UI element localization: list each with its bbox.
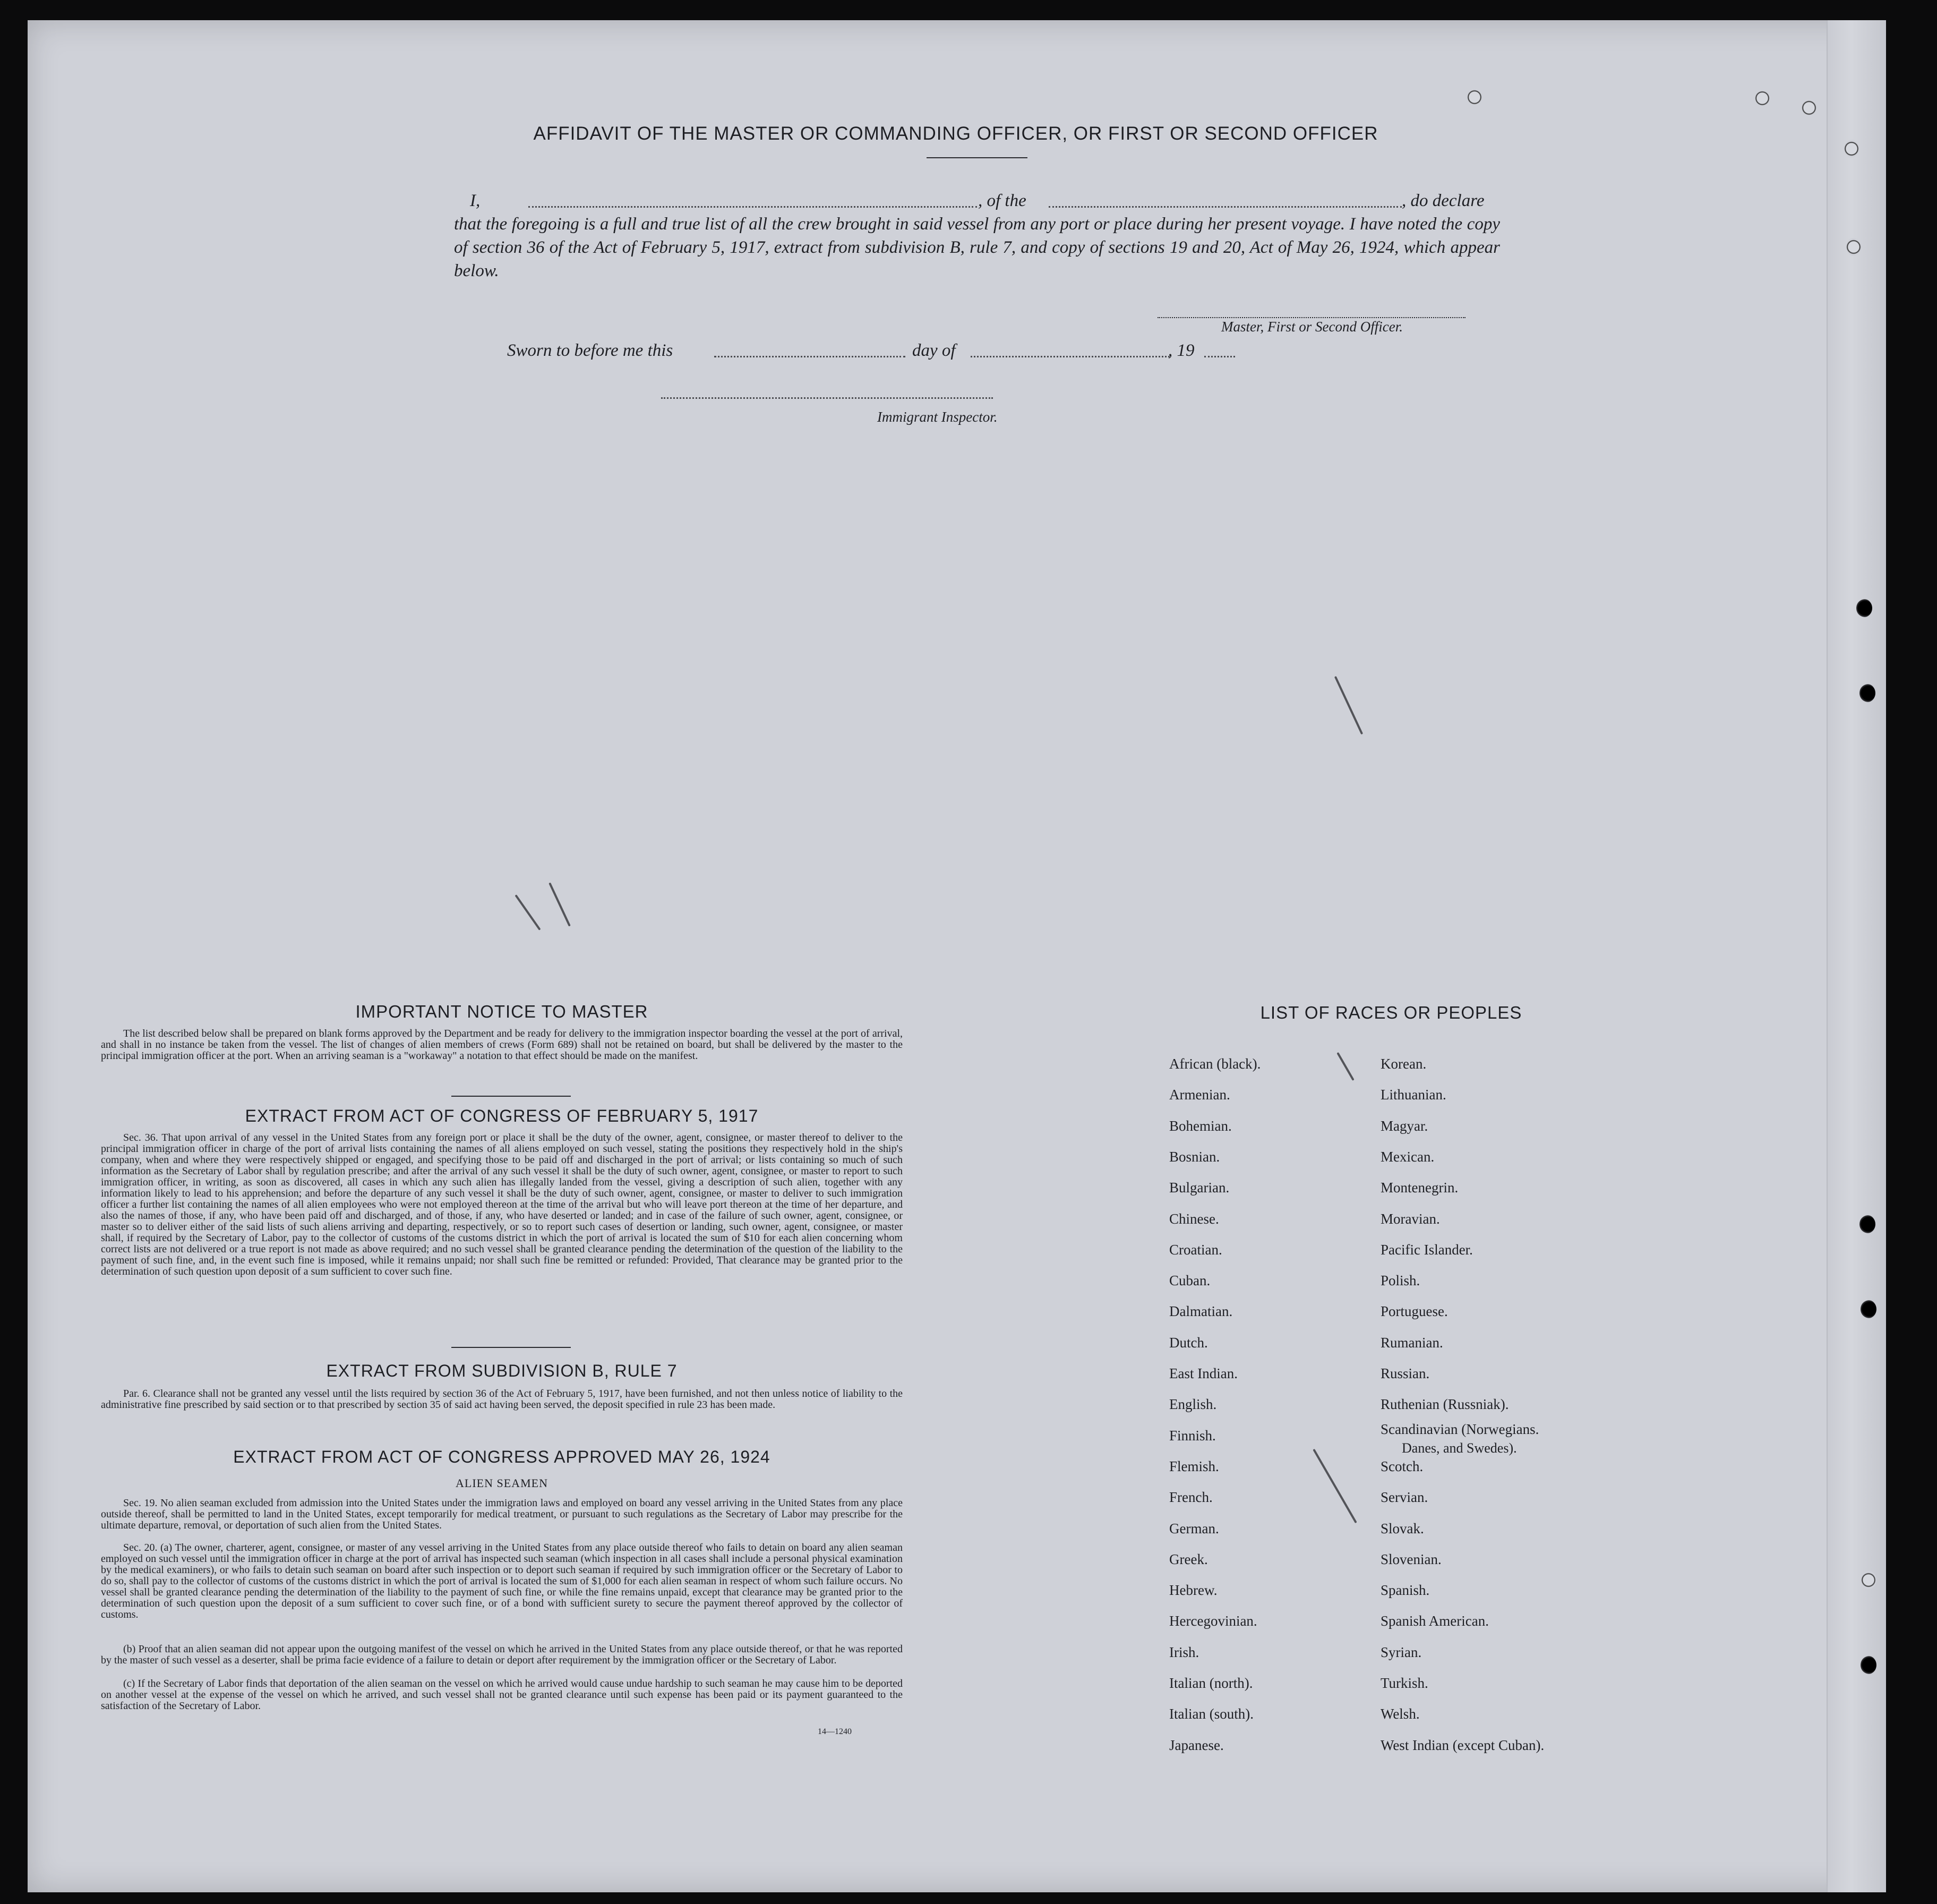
- sec-19-text: Sec. 19. No alien seaman excluded from admission into the United States under the immigration laws and employed on board any vessel arriving in the United States from any place outside thereof, shall be permitted to land in the United States, except temporarily for medical treatment, or pursuant to such regulations as the Secretary of Labor may prescribe for the ultimate departure, removal, or deportation of such alien from the United States.: [101, 1497, 903, 1531]
- affidavit-i: I,: [470, 191, 481, 210]
- notice-title: IMPORTANT NOTICE TO MASTER: [355, 1002, 648, 1021]
- sworn-prefix: Sworn to before me this: [507, 341, 673, 360]
- section-rule: [451, 1347, 571, 1348]
- sec-20a-text: Sec. 20. (a) The owner, charterer, agent, consignee, or master of any vessel arriving in the United States from any place outside thereof who fails to detain on board any alien seaman employed on such vessel until the immigration officer in charge at the port of arrival has inspected such seaman (which inspection in all cases shall include a personal physical examination by the medical examiners), or who fails to detain such seaman on board after such inspection or to deport such seaman if required by such immigration officer or the Secretary of Labor to do so, shall pay to the collector of customs of the customs district in which the port of arrival is located the sum of $1,000 for each alien seaman in respect of whom such failure occurs. No vessel shall be granted clearance pending the determination of the liability to the payment of such fine, or while the fine remains unpaid, except that clearance may be granted prior to the determination of such question upon the deposit of a sum sufficient to cover such fine, or of a bond with sufficient surety to secure the payment thereof approved by the collector of customs.: [101, 1542, 903, 1620]
- affidavit-title: AFFIDAVIT OF THE MASTER OR COMMANDING OFFICER, OR FIRST OR SECOND OFFICER: [533, 123, 1378, 144]
- section-rule: [451, 1096, 571, 1097]
- race-item: Italian (south).: [1169, 1706, 1254, 1722]
- race-item: Spanish.: [1381, 1582, 1430, 1599]
- race-item: Danes, and Swedes).: [1402, 1440, 1517, 1456]
- affidavit-body: that the foregoing is a full and true list of all the crew brought in said vessel from any port or place during her present voyage. I have noted the copy of section 36 of the Act of February 5, 1917, extract from subdivision B, rule 7, and copy of sections 19 and 20, Act of May 26, 1924, which appear below.: [454, 215, 1500, 280]
- page-edge: [1827, 20, 1886, 1892]
- sec-20b-text: (b) Proof that an alien seaman did not appear upon the outgoing manifest of the vessel on which he arrived in the United States from any place outside thereof, or that he was reported by the master of such vessel as a deserter, shall be prima facie evidence of a failure to detain or deport after requirement by the immigration officer or the Secretary of Labor.: [101, 1643, 903, 1666]
- race-item: Chinese.: [1169, 1210, 1219, 1227]
- race-item: East Indian.: [1169, 1365, 1238, 1381]
- race-item: Spanish American.: [1381, 1613, 1489, 1629]
- race-item: French.: [1169, 1489, 1213, 1506]
- sworn-day-of: day of: [912, 341, 956, 360]
- race-item: Servian.: [1381, 1489, 1428, 1506]
- race-item: Pacific Islander.: [1381, 1241, 1473, 1258]
- extract-rule7-title: EXTRACT FROM SUBDIVISION B, RULE 7: [326, 1361, 678, 1380]
- scan-scratch: [515, 894, 541, 930]
- sworn-year-fill: [1204, 356, 1235, 357]
- race-item: Bulgarian.: [1169, 1180, 1230, 1196]
- binder-hole: [1754, 89, 1770, 107]
- race-item: Hercegovinian.: [1169, 1613, 1257, 1629]
- race-item: Turkish.: [1381, 1675, 1428, 1691]
- scan-scratch: [1336, 1052, 1354, 1081]
- race-item: Korean.: [1381, 1056, 1427, 1072]
- affidavit-of-the: , of the: [978, 191, 1026, 210]
- binder-hole: [1859, 1215, 1875, 1233]
- race-item: Finnish.: [1169, 1427, 1216, 1444]
- form-number: 14—1240: [818, 1727, 852, 1736]
- binder-hole: [1467, 88, 1482, 106]
- race-item: Welsh.: [1381, 1706, 1420, 1722]
- race-item: German.: [1169, 1520, 1219, 1536]
- scan-scratch: [1334, 676, 1363, 735]
- race-item: Lithuanian.: [1381, 1087, 1446, 1103]
- race-item: Ruthenian (Russniak).: [1381, 1396, 1509, 1413]
- races-title: LIST OF RACES OR PEOPLES: [1260, 1003, 1522, 1022]
- extract-1924-subtitle: ALIEN SEAMEN: [456, 1476, 548, 1490]
- race-item: Scotch.: [1381, 1458, 1424, 1474]
- extract-1917-title: EXTRACT FROM ACT OF CONGRESS OF FEBRUARY 5, 1917: [245, 1106, 759, 1125]
- signature-line: [1158, 317, 1465, 318]
- extract-1917-text: Sec. 36. That upon arrival of any vessel in the United States from any foreign port or place it shall be the duty of the owner, agent, consignee, or master thereof to deliver to the principal immigration officer in charge of the port of arrival lists containing the names of all aliens employed on such vessel, stating the positions they respectively hold in the ship's company, when and where they were respectively shipped or engaged, and specifying those to be paid off and discharged in the port of arrival; or lists containing so much of such information as the Secretary of Labor shall by regulation prescribe; and after the arrival of any such vessel it shall be the duty of such owner, agent, consignee, or master to report to such immigration officer, in writing, as soon as discovered, all cases in which any such alien has illegally landed from the vessel, giving a description of such alien, together with any information likely to lead to his apprehension; and before the departure of any such vessel it shall be the duty of such owner, agent, consignee, or master to deliver to such immigration officer a further list containing the names of all alien employees who were not employed thereon at the time of the arrival but who will leave port thereon at the time of her departure, and also the names of those, if any, who have been paid off and discharged, and of those, if any, who have deserted or landed; and in case of the failure of such owner, agent, consignee, or master so to deliver either of the said lists of such aliens arriving and departing, respectively, or so to report such cases of desertion or landing, such owner, agent, consignee, or master shall, if required by the Secretary of Labor, pay to the collector of customs of the customs district in which the port of arrival is located the sum of $10 for each alien concerning whom correct lists are not delivered or a true report is not made as above required; and no such vessel shall be granted clearance pending the determination of the question of the liability to the payment of such fine, and, in the event such fine is imposed, while it remains unpaid; nor shall such fine be remitted or refunded: Provided, That clearance may be granted prior to the determination of such question upon deposit of a sum sufficient to cover such fine.: [101, 1132, 903, 1277]
- race-item: Italian (north).: [1169, 1675, 1253, 1691]
- race-item: Magyar.: [1381, 1117, 1428, 1134]
- race-item: Mexican.: [1381, 1148, 1435, 1165]
- race-item: Moravian.: [1381, 1210, 1440, 1227]
- race-item: Cuban.: [1169, 1273, 1211, 1289]
- race-item: Bosnian.: [1169, 1148, 1220, 1165]
- binder-hole: [1859, 684, 1875, 702]
- race-item: African (black).: [1169, 1056, 1261, 1072]
- race-item: Dutch.: [1169, 1334, 1208, 1351]
- race-item: Polish.: [1381, 1273, 1420, 1289]
- binder-hole: [1861, 1300, 1876, 1318]
- race-item: Japanese.: [1169, 1737, 1224, 1753]
- race-item: Slovak.: [1381, 1520, 1424, 1536]
- sworn-year: , 19: [1168, 341, 1195, 360]
- sec-20c-text: (c) If the Secretary of Labor finds that deportation of the alien seaman on the vessel on which he arrived would cause undue hardship to such seaman he may cause him to be deported on another vessel at the expense of the vessel on which he arrived, and such vessel shall not be granted clearance until such expense has been paid or its payment guaranteed to the satisfaction of the Secretary of Labor.: [101, 1678, 903, 1712]
- binder-hole: [1861, 1656, 1876, 1674]
- notice-text: The list described below shall be prepared on blank forms approved by the Department and be ready for delivery to the immigration inspector boarding the vessel at the port of arrival, and shall in no instance be taken from the vessel. The list of changes of alien members of crews (Form 689) shall not be retained on board, but shall be delivered by the master to the principal immigration officer at the port. When an arriving seaman is a "workaway" a notation to that effect should be made on the manifest.: [101, 1028, 903, 1062]
- race-item: Rumanian.: [1381, 1334, 1443, 1351]
- race-item: Portuguese.: [1381, 1303, 1448, 1320]
- race-item: Scandinavian (Norwegians.: [1381, 1421, 1539, 1437]
- race-item: English.: [1169, 1396, 1217, 1413]
- inspector-line: [661, 397, 993, 399]
- sworn-month-fill: [971, 356, 1170, 357]
- race-item: Slovenian.: [1381, 1551, 1442, 1567]
- race-item: Russian.: [1381, 1365, 1430, 1381]
- race-item: Syrian.: [1381, 1644, 1422, 1660]
- scan-scratch: [548, 882, 571, 926]
- race-item: Irish.: [1169, 1644, 1199, 1660]
- race-item: Armenian.: [1169, 1087, 1230, 1103]
- vessel-fill-line: [1049, 206, 1402, 208]
- title-rule: [927, 157, 1027, 158]
- affidavit-declare: , do declare: [1402, 191, 1485, 210]
- race-item: Hebrew.: [1169, 1582, 1218, 1599]
- extract-rule7-text: Par. 6. Clearance shall not be granted any vessel until the lists required by section 36 of the Act of February 5, 1917, have been furnished, and not then unless notice of liability to the administrative fine prescribed by said section or to that prescribed by section 35 of said act having been served, the deposit specified in rule 23 has been made.: [101, 1388, 903, 1411]
- race-item: Montenegrin.: [1381, 1180, 1459, 1196]
- signature-caption: Master, First or Second Officer.: [1221, 319, 1403, 335]
- binder-hole: [1801, 99, 1817, 117]
- binder-hole: [1861, 1571, 1876, 1589]
- sworn-day-fill: [714, 356, 905, 357]
- binder-hole: [1844, 140, 1859, 158]
- race-item: Greek.: [1169, 1551, 1208, 1567]
- race-item: West Indian (except Cuban).: [1381, 1737, 1545, 1753]
- race-item: Bohemian.: [1169, 1117, 1232, 1134]
- inspector-caption: Immigrant Inspector.: [877, 409, 998, 425]
- binder-hole: [1846, 238, 1862, 256]
- name-fill-line: [528, 206, 977, 208]
- scan-scratch: [1313, 1449, 1357, 1524]
- extract-1924-title: EXTRACT FROM ACT OF CONGRESS APPROVED MAY 26, 1924: [233, 1447, 770, 1466]
- race-item: Dalmatian.: [1169, 1303, 1233, 1320]
- race-item: Flemish.: [1169, 1458, 1219, 1474]
- binder-hole: [1856, 599, 1872, 617]
- race-item: Croatian.: [1169, 1241, 1222, 1258]
